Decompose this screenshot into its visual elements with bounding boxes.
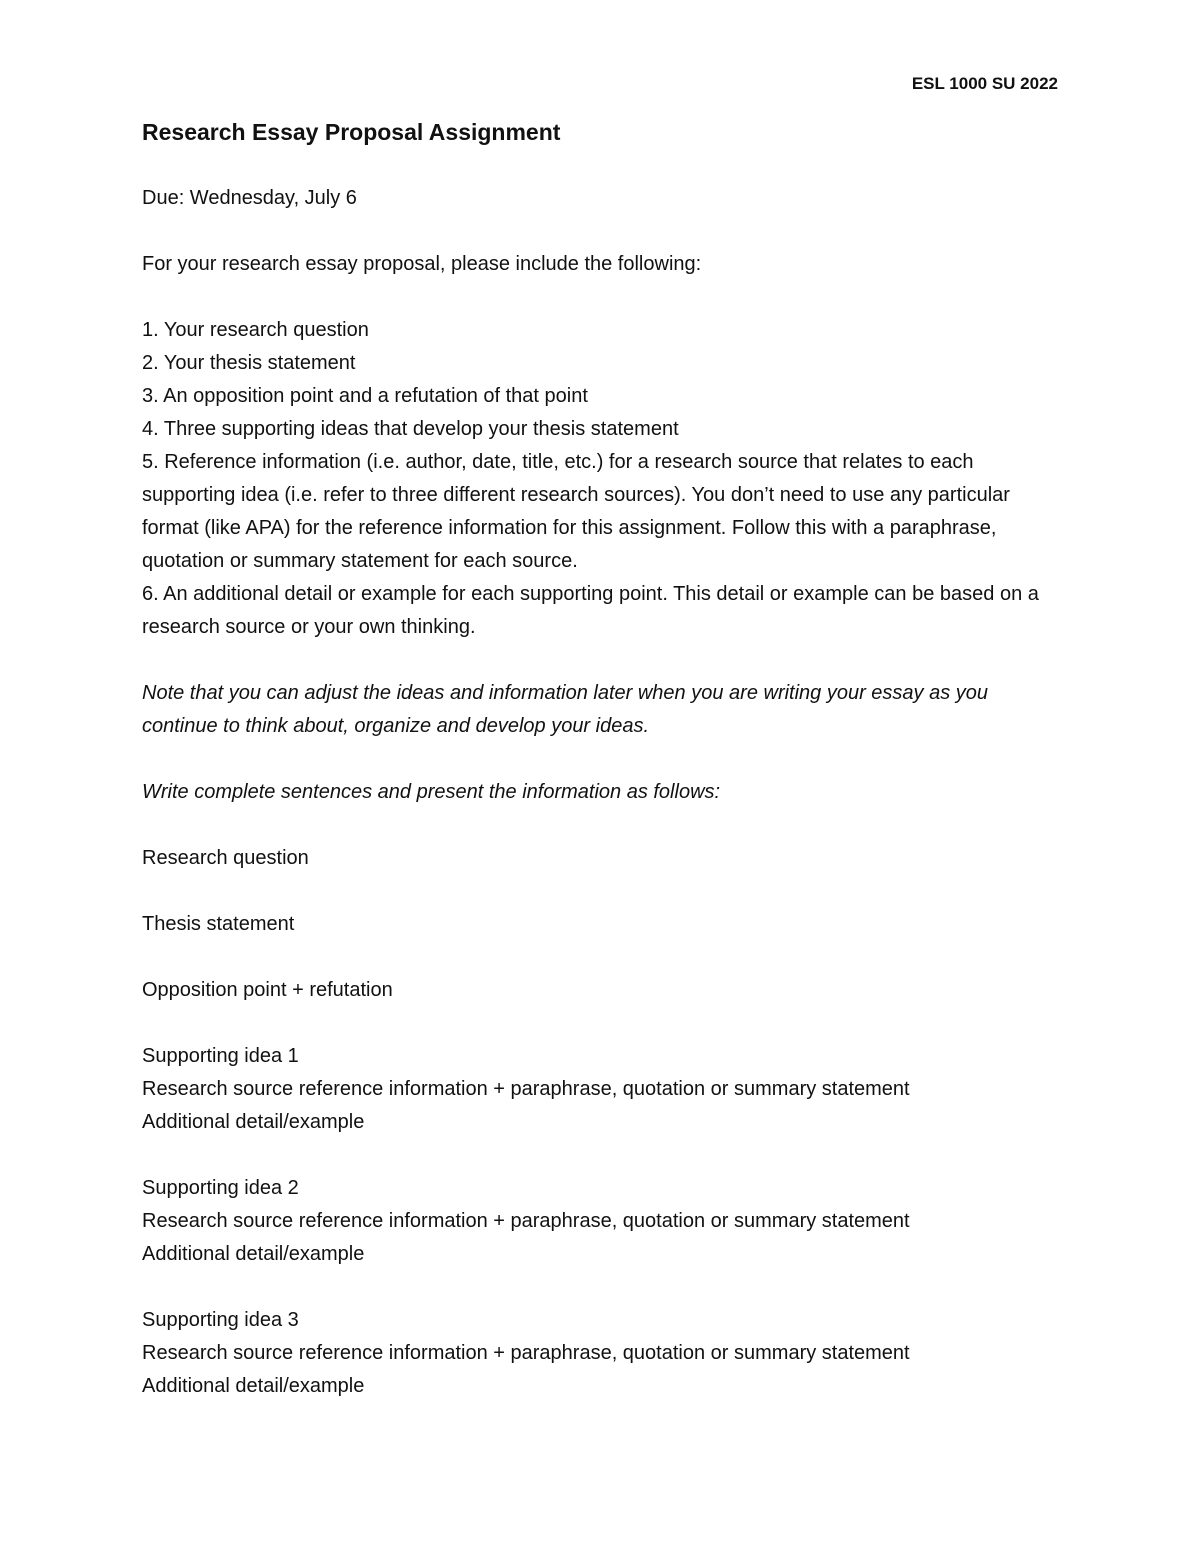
outline-research-question: Research question <box>142 847 309 869</box>
document-title: Research Essay Proposal Assignment <box>142 119 561 145</box>
intro-paragraph: For your research essay proposal, please include the following: <box>142 253 702 275</box>
instruction-paragraph: Write complete sentences and present the information as follows: <box>142 781 721 803</box>
supporting-idea-source: Research source reference information + paraphrase, quotation or summary statement <box>142 1210 910 1232</box>
requirement-item: 2. Your thesis statement <box>142 352 356 374</box>
supporting-idea-source: Research source reference information + paraphrase, quotation or summary statement <box>142 1078 910 1100</box>
supporting-idea-block <box>142 1040 1062 1139</box>
supporting-idea-block <box>142 1304 1062 1403</box>
note-paragraph: Note that you can adjust the ideas and information later when you are writing your essay as you continue to think about, organize and develop your ideas. <box>142 682 989 737</box>
supporting-idea-source: Research source reference information + paraphrase, quotation or summary statement <box>142 1342 910 1364</box>
requirement-item: 4. Three supporting ideas that develop your thesis statement <box>142 418 679 440</box>
course-code-header: ESL 1000 SU 2022 <box>911 74 1058 93</box>
supporting-idea-detail: Additional detail/example <box>142 1111 365 1133</box>
supporting-idea-block <box>142 1172 1062 1271</box>
requirement-item: 3. An opposition point and a refutation of that point <box>142 385 588 407</box>
supporting-idea-heading: Supporting idea 1 <box>142 1045 299 1067</box>
requirements-list <box>142 314 1062 644</box>
requirement-item: 1. Your research question <box>142 319 369 341</box>
supporting-idea-heading: Supporting idea 3 <box>142 1309 299 1331</box>
supporting-idea-detail: Additional detail/example <box>142 1243 365 1265</box>
due-date: Due: Wednesday, July 6 <box>142 187 357 209</box>
requirement-item: 5. Reference information (i.e. author, date, title, etc.) for a research source that relates to each supporting idea (i.e. refer to three different research sources). You don’t need to use any particular format (like APA) for the reference information for this assignment. Follow this with a paraphrase, quotation or summary statement for each source. <box>142 451 1010 572</box>
supporting-idea-heading: Supporting idea 2 <box>142 1177 299 1199</box>
outline-opposition: Opposition point + refutation <box>142 979 393 1001</box>
requirement-item: 6. An additional detail or example for each supporting point. This detail or example can be based on a research source or your own thinking. <box>142 583 1039 638</box>
supporting-idea-detail: Additional detail/example <box>142 1375 365 1397</box>
document-body <box>142 116 1062 1436</box>
outline-thesis-statement: Thesis statement <box>142 913 295 935</box>
